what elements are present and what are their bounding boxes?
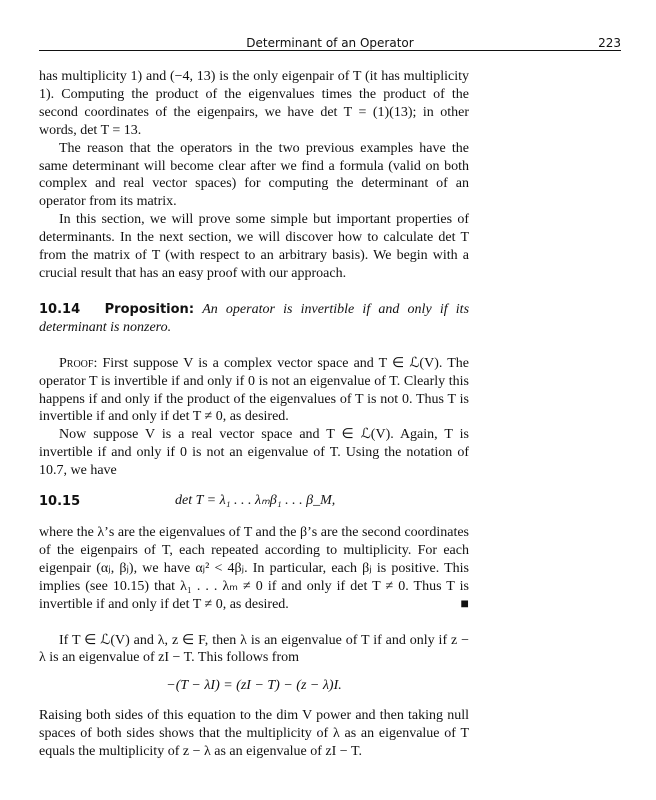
- paragraph-5: Raising both sides of this equation to the dim V power and then taking null spaces of both sides shows that the multiplicity of λ as an eigenvalue of T equals the multiplicity of z − λ as an eigenvalue of zI − T.: [39, 708, 469, 760]
- equation-label: 10.15: [39, 494, 81, 510]
- paragraph-3: In this section, we will prove some simple but important properties of determinants. In the next section, we will discover how to calculate det T from the matrix of T (with respect to an arbitrary basis). We begin with a crucial result that has an easy proof with our approach.: [39, 212, 469, 281]
- proposition-label: Proposition:: [104, 301, 195, 317]
- proposition: [39, 301, 469, 337]
- equation-10-15: [39, 490, 469, 514]
- proof-label: Proof:: [59, 355, 98, 371]
- header-title: Determinant of an Operator: [246, 36, 414, 50]
- equation-2: −(T − λI) = (zI − T) − (z − λ)I.: [166, 678, 342, 694]
- paragraph-2: The reason that the operators in the two previous examples have the same determinant will become clear after we find a formula (valid on both complex and real vector spaces) for computing the determinant of an operator from its matrix.: [39, 140, 469, 210]
- proposition-text: An operator is invertible if and only if its determinant is nonzero.: [39, 301, 470, 335]
- qed-mark: ■: [460, 596, 469, 612]
- equation-text: det T = λ₁ . . . λₘβ₁ . . . β_M,: [175, 493, 336, 509]
- body-text: [39, 68, 469, 761]
- paragraph-4: If T ∈ ℒ(V) and λ, z ∈ F, then λ is an eigenvalue of T if and only if z − λ is an eigenvalue of zI − T. This follows from: [39, 632, 469, 666]
- page-number: 223: [598, 36, 621, 50]
- proof-paragraph-2: Now suppose V is a real vector space and T ∈ ℒ(V). Again, T is invertible if and only if 0 is not an eigenvalue of T. Using the notation of 10.7, we have: [39, 427, 469, 479]
- proof-paragraph-1: [39, 355, 469, 427]
- proposition-number: 10.14: [39, 301, 81, 317]
- proof-paragraph-3: [39, 524, 469, 614]
- proof-text-1: First suppose V is a complex vector space and T ∈ ℒ(V). The operator T is invertible if and only if 0 is not an eigenvalue of T. Clearly this happens if and only if the product of the eigenvalues of T is not 0. Thus T is invertible if and only if det T ≠ 0, as desired.: [39, 355, 469, 425]
- paragraph-1: has multiplicity 1) and (−4, 13) is the only eigenpair of T (it has multiplicity 1). Computing the product of the eigenvalues times the product of the second coordinates of the eigenpairs, we have det T = (1)(13); in other words, det T = 13.: [39, 69, 469, 138]
- proof-text-3: where the λ’s are the eigenvalues of T and the β’s are the second coordinates of the eigenpairs of T, each repeated according to multiplicity. For each eigenpair (αⱼ, βⱼ), we have αⱼ² < 4βⱼ. In particular, each βⱼ is positive. This implies (see 10.15) that λ₁ . . . λₘ ≠ 0 if and only if det T ≠ 0. Thus T is invertible if and only if det T ≠ 0, as desired.: [39, 525, 469, 612]
- header-rule: [39, 50, 621, 51]
